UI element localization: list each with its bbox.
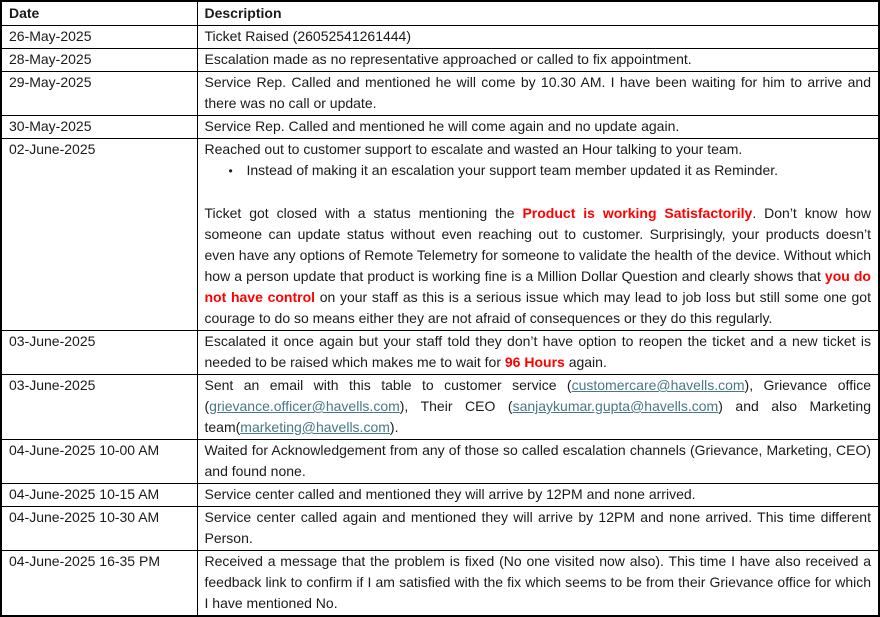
- table-row: [1, 507, 879, 551]
- table-row: [1, 72, 879, 116]
- date-cell: 26-May-2025: [1, 26, 197, 49]
- description-cell: [197, 375, 879, 440]
- date-cell: 03-June-2025: [1, 375, 197, 440]
- table-row: [1, 139, 879, 331]
- text-segment: Escalated it once again but your staff told they don’t have option to reopen the ticket and a new ticket is needed to be raised which makes me to wait for: [204, 333, 871, 370]
- date-cell: 30-May-2025: [1, 116, 197, 139]
- description-cell: [197, 440, 879, 484]
- text-segment: ).: [389, 419, 399, 435]
- header-row: [1, 1, 879, 26]
- description-cell: [197, 26, 879, 49]
- email-link[interactable]: grievance.officer@havells.com: [209, 398, 400, 414]
- paragraph: [205, 203, 872, 329]
- red-emphasis-text: Product is working Satisfactorily: [522, 205, 753, 221]
- description-cell: [197, 139, 879, 331]
- paragraph: [205, 551, 872, 614]
- text-segment: ), Grievance office (: [204, 377, 871, 414]
- paragraph: [205, 139, 872, 160]
- text-segment: Reached out to customer support to escalate and wasted an Hour talking to your team.: [204, 141, 743, 157]
- date-cell: 02-June-2025: [1, 139, 197, 331]
- paragraph: [205, 375, 872, 438]
- email-link[interactable]: customercare@havells.com: [571, 377, 745, 393]
- red-emphasis-text: 96 Hours: [504, 354, 565, 370]
- text-segment: . Don’t know how someone can update status without even reaching out to customer. Surprisingly, your products doesn’t even have any options of Remote Telemetry for someone to validate the health of the device. Without which how a person update that product is working fine is a Million Dollar Question and clearly shows that: [204, 205, 871, 284]
- text-segment: Ticket got closed with a status mentioning the: [204, 205, 523, 221]
- description-cell: [197, 72, 879, 116]
- description-cell: [197, 484, 879, 507]
- text-segment: Received a message that the problem is fixed (No one visited now also). This time I have also received a feedback link to confirm if I am satisfied with the fix which seems to be from their Grievance office for which I have mentioned No.: [204, 553, 871, 611]
- text-segment: Ticket Raised (26052541261444): [204, 28, 412, 44]
- column-header-description: Description: [197, 1, 879, 26]
- bullet-item: [205, 160, 872, 182]
- paragraph: [205, 331, 872, 373]
- table-row: [1, 26, 879, 49]
- paragraph: [205, 116, 872, 137]
- paragraph: [205, 484, 872, 505]
- table-row: [1, 551, 879, 617]
- text-segment: on your staff as this is a serious issue which may lead to job loss but still some one got courage to do so means either they are not afraid of consequences or they do this regularly.: [204, 289, 871, 326]
- paragraph: [205, 440, 872, 482]
- text-segment: ) and also Marketing team(: [204, 398, 871, 435]
- date-cell: 04-June-2025 10-30 AM: [1, 507, 197, 551]
- text-segment: Escalation made as no representative approached or called to fix appointment.: [204, 51, 692, 67]
- description-cell: [197, 49, 879, 72]
- paragraph: [205, 507, 872, 549]
- date-cell: 03-June-2025: [1, 331, 197, 375]
- date-cell: 04-June-2025 10-15 AM: [1, 484, 197, 507]
- date-cell: 29-May-2025: [1, 72, 197, 116]
- date-cell: 04-June-2025 10-00 AM: [1, 440, 197, 484]
- description-cell: [197, 551, 879, 617]
- email-link[interactable]: sanjaykumar.gupta@havells.com: [512, 398, 719, 414]
- paragraph: [205, 49, 872, 70]
- date-cell: 04-June-2025 16-35 PM: [1, 551, 197, 617]
- description-cell: [197, 116, 879, 139]
- text-segment: Service Rep. Called and mentioned he will come again and no update again.: [204, 118, 680, 134]
- table-row: [1, 116, 879, 139]
- paragraph: [205, 26, 872, 47]
- table-row: [1, 331, 879, 375]
- table-row: [1, 484, 879, 507]
- column-header-date: Date: [1, 1, 197, 26]
- red-emphasis-text: you do not have control: [204, 268, 871, 305]
- text-segment: Waited for Acknowledgement from any of those so called escalation channels (Grievance, Marketing, CEO) and found none.: [204, 442, 871, 479]
- email-link[interactable]: marketing@havells.com: [240, 419, 390, 435]
- text-segment: Instead of making it an escalation your support team member updated it as Reminder.: [246, 162, 779, 178]
- text-segment: Sent an email with this table to customer service (: [204, 377, 572, 393]
- date-cell: 28-May-2025: [1, 49, 197, 72]
- table-body: [1, 26, 879, 617]
- paragraph: [205, 72, 872, 114]
- text-segment: ), Their CEO (: [399, 398, 513, 414]
- text-segment: Service center called and mentioned they will arrive by 12PM and none arrived.: [204, 486, 696, 502]
- text-segment: again.: [564, 354, 607, 370]
- description-cell: [197, 331, 879, 375]
- table-row: [1, 440, 879, 484]
- text-segment: Service Rep. Called and mentioned he will come by 10.30 AM. I have been waiting for him to arrive and there was no call or update.: [204, 74, 871, 111]
- bullet-icon: •: [228, 164, 233, 178]
- blank-line: [205, 182, 872, 203]
- description-cell: [197, 507, 879, 551]
- table-row: [1, 375, 879, 440]
- text-segment: Service center called again and mentioned they will arrive by 12PM and none arrived. This time different Person.: [204, 509, 871, 546]
- table-row: [1, 49, 879, 72]
